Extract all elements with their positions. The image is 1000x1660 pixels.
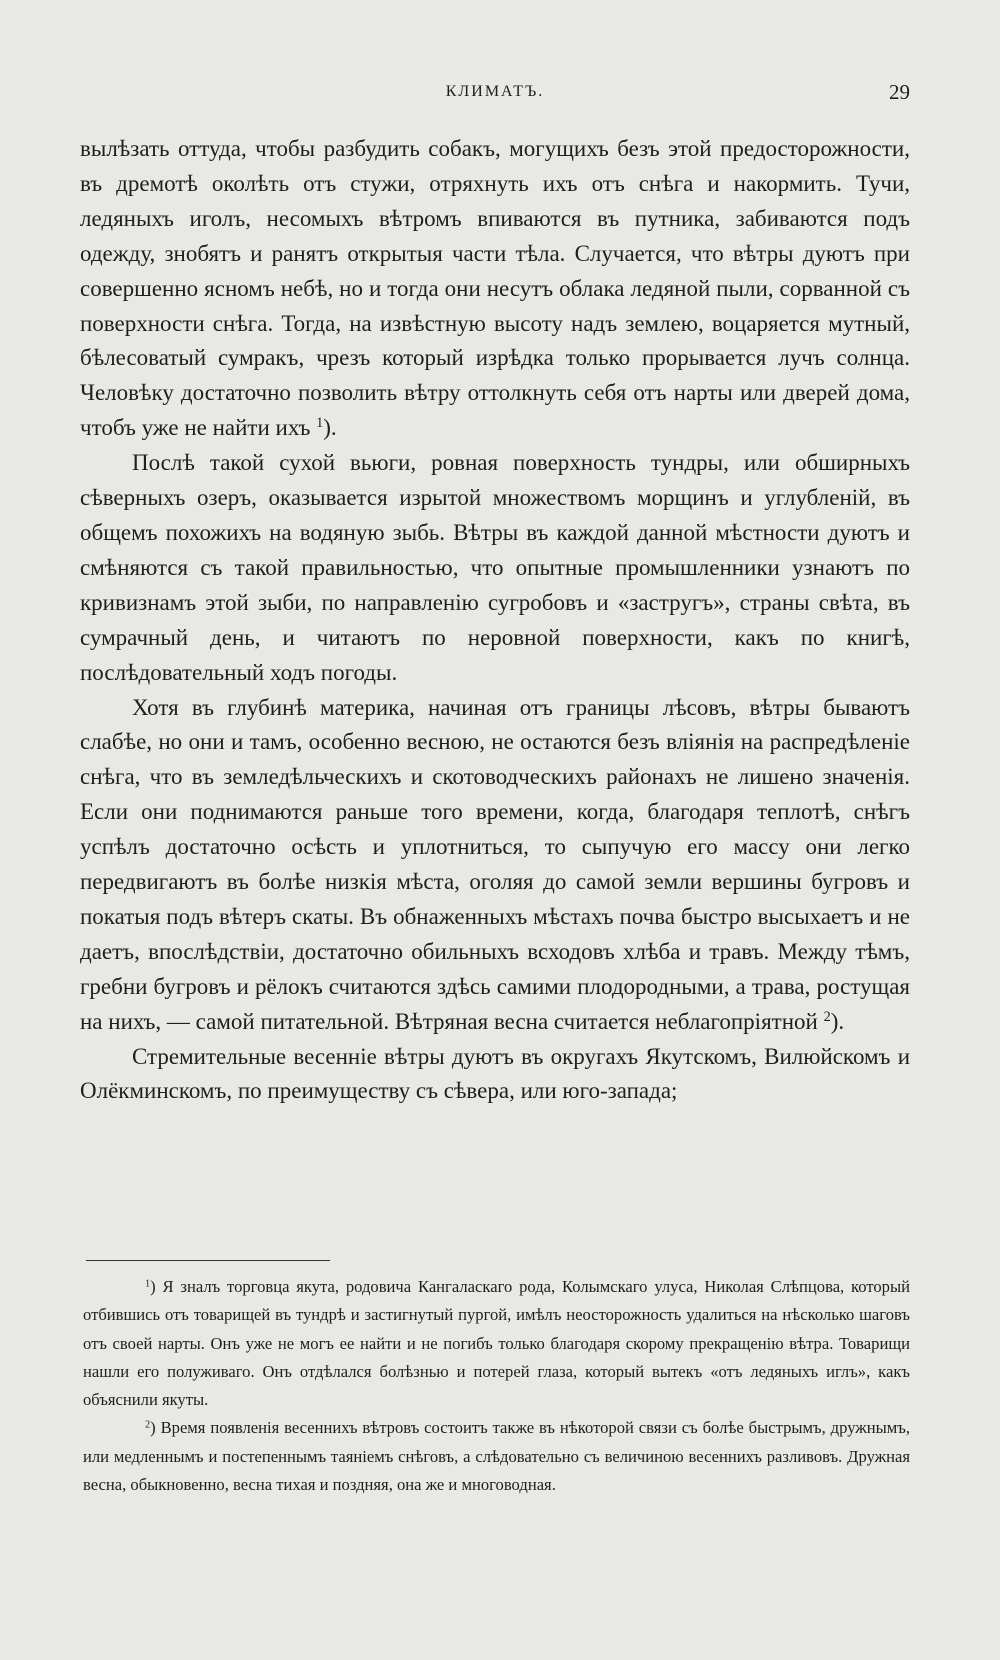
footnote-divider (86, 1260, 330, 1261)
chapter-title: КЛИМАТЪ. (445, 83, 545, 100)
paragraph: Стремительные весенніе вѣтры дуютъ въ округахъ Якутскомъ, Вилюйскомъ и Олёкминскомъ, по преимуществу съ сѣвера, или юго-запада; (80, 1043, 910, 1104)
paragraph: Послѣ такой сухой вьюги, ровная поверхность тундры, или обширныхъ сѣверныхъ озеръ, оказывается изрытой множествомъ морщинъ и углубленій, въ общемъ похожихъ на водяную зыбь. Вѣтры въ каждой данной мѣстности дуютъ и смѣняются съ такой правильностью, что опытные промышленники узнаютъ по кривизнамъ этой зыби, по направленію сугробовъ и «застругъ», страны свѣта, въ сумрачный день, и читаютъ по неровной поверхности, какъ по книгѣ, послѣдовательный ходъ погоды. (80, 450, 910, 685)
footnote-marker: 1 (145, 1278, 151, 1290)
footnotes (83, 1273, 910, 1499)
paragraph-text: Хотя въ глубинѣ материка, начиная отъ границы лѣсовъ, вѣтры бываютъ слабѣе, но они и тамъ, особенно весною, не остаются безъ вліянія на распредѣленіе снѣга, что въ земледѣльческихъ и скотоводческихъ районахъ не лишено значенія. Если они поднимаются раньше того времени, когда, благодаря теплотѣ, снѣгъ успѣлъ достаточно осѣсть и уплотниться, то сыпучую его массу они легко передвигаютъ въ болѣе низкія мѣста, оголяя до самой земли вершины бугровъ и покатыя подъ вѣтеръ скаты. Въ обнаженныхъ мѣстахъ почва быстро высыхаетъ и не даетъ, впослѣдствіи, достаточно обильныхъ всходовъ хлѣба и травъ. Между тѣмъ, гребни бугровъ и рёлокъ считаются здѣсь самими плодородными, а трава, ростущая на нихъ, — самой питательной. Вѣтряная весна считается неблагопріятной (80, 694, 910, 1034)
footnote (83, 1414, 910, 1499)
paragraph-text: ). (323, 415, 337, 441)
paragraph (80, 132, 910, 446)
paragraph-text: вылѣзать оттуда, чтобы разбудить собакъ, могущихъ безъ этой предосторожности, въ дремотѣ околѣть отъ стужи, отряхнуть ихъ отъ снѣга и накормить. Тучи, ледяныхъ иголъ, несомыхъ вѣтромъ впиваются въ путника, забиваются подъ одежду, знобятъ и ранятъ открытыя части тѣла. Случается, что вѣтры дуютъ при совершенно ясномъ небѣ, но и тогда они несутъ облака ледяной пыли, сорванной съ поверхности снѣга. Тогда, на извѣстную высоту надъ землею, воцаряется мутный, бѣлесоватый сумракъ, чрезъ который изрѣдка только прорывается лучъ солнца. Человѣку достаточно позволить вѣтру оттолкнуть себя отъ нарты или дверей дома, чтобъ уже не найти ихъ (80, 136, 910, 441)
running-header (80, 80, 910, 104)
footnote (83, 1273, 910, 1414)
footnote-marker: 2 (145, 1419, 151, 1431)
footnote-text: ) Я зналъ торговца якута, родовича Кангаласкаго рода, Колымскаго улуса, Николая Слѣпцова, который отбившись отъ товарищей въ тундрѣ и застигнутый пургой, имѣлъ неосторожность удалиться на нѣсколько шаговъ отъ своей нарты. Онъ уже не могъ ее найти и не погибъ только благодаря скорому прекращенію вѣтра. Товарищи нашли его полуживаго. Онъ отдѣлался болѣзнью и потерей глаза, который вытекъ «отъ ледяныхъ иглъ», какъ объяснили якуты. (83, 1277, 910, 1410)
footnote-reference: 2 (823, 1008, 831, 1025)
paragraph (80, 691, 910, 1040)
footnote-text: ) Время появленія весеннихъ вѣтровъ состоитъ также въ нѣкоторой связи съ болѣе быстрымъ, дружнымъ, или медленнымъ и постепеннымъ таяніемъ снѣговъ, а слѣдовательно съ величиною весеннихъ разливовъ. Дружная весна, обыкновенно, весна тихая и поздняя, она же и многоводная. (83, 1418, 910, 1495)
main-text (80, 132, 910, 1109)
footnote-reference: 1 (316, 415, 324, 432)
page-number: 29 (889, 80, 910, 104)
paragraph-text: ). (830, 1008, 845, 1034)
